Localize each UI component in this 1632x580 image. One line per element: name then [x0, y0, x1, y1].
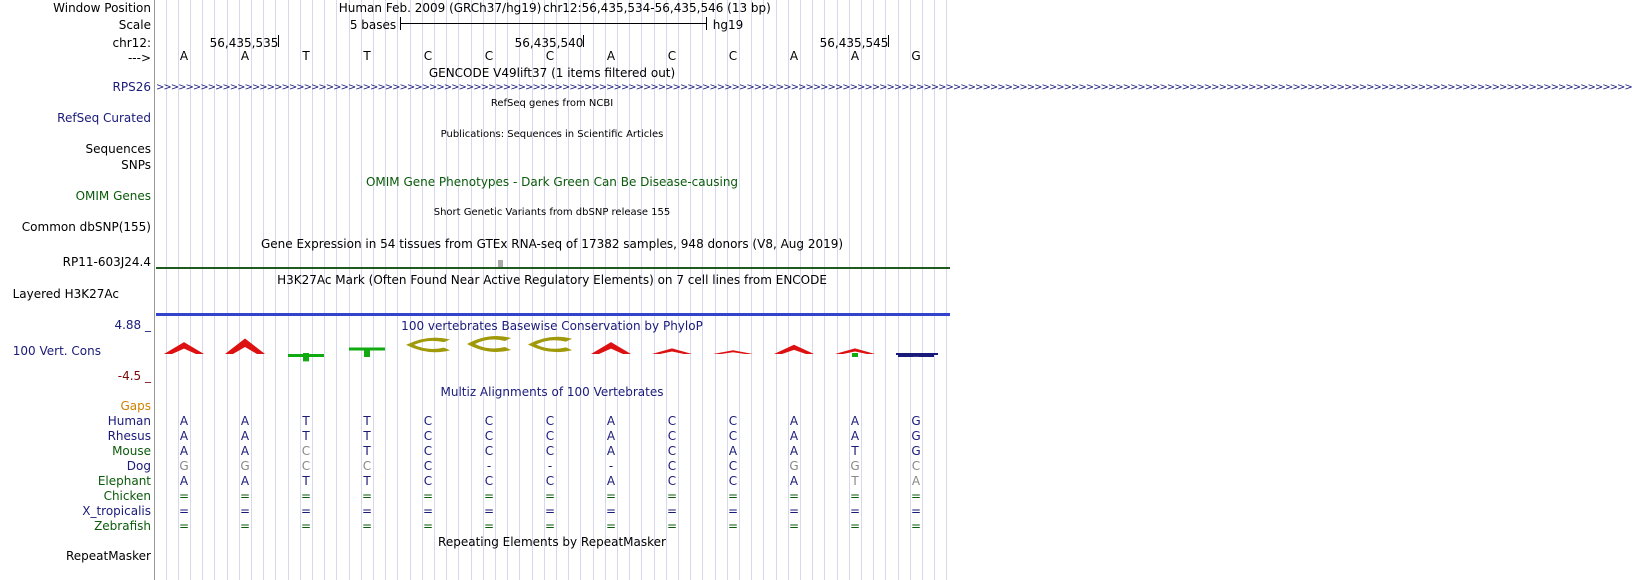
strand-arrow-label: --->: [127, 51, 151, 65]
alignment-base: G: [240, 459, 250, 473]
alignment-base: C: [911, 459, 921, 473]
alignment-base: =: [727, 489, 739, 503]
track-label-gutter: [0, 0, 155, 580]
gtex-expression-line: [156, 267, 950, 269]
alignment-base: =: [422, 489, 434, 503]
alignment-base: C: [484, 429, 494, 443]
alignment-base: =: [300, 519, 312, 533]
alignment-base: =: [300, 489, 312, 503]
window-position-label: Window Position: [53, 1, 151, 15]
species-label[interactable]: Mouse: [112, 444, 151, 458]
alignment-base: T: [363, 414, 371, 428]
alignment-base: =: [239, 504, 251, 518]
alignment-base: A: [179, 414, 189, 428]
alignment-base: =: [849, 504, 861, 518]
scale-bar-db: hg19: [712, 18, 744, 32]
track-data-area[interactable]: [156, 0, 1632, 580]
conservation-logo: [156, 329, 950, 379]
alignment-base: =: [483, 519, 495, 533]
coord-tick-2: [583, 35, 584, 47]
alignment-base: =: [483, 489, 495, 503]
alignment-base: =: [422, 519, 434, 533]
alignment-base: =: [178, 504, 190, 518]
alignment-base: C: [545, 414, 555, 428]
alignment-base: T: [302, 474, 310, 488]
coord-label-3: 56,435,545: [819, 36, 889, 50]
conservation-logo-letter: [164, 342, 204, 354]
h3k27ac-signal-line: [156, 313, 950, 316]
alignment-base: A: [240, 414, 250, 428]
alignment-base: A: [606, 444, 616, 458]
alignment-base: =: [300, 504, 312, 518]
conservation-marker: [303, 353, 309, 357]
alignment-base: C: [362, 459, 372, 473]
conservation-logo-letter: [406, 338, 450, 353]
alignment-base: =: [422, 504, 434, 518]
alignment-base: -: [608, 459, 614, 473]
sequence-base: C: [545, 49, 555, 63]
alignment-base: A: [240, 444, 250, 458]
gutter-separator: [154, 0, 155, 580]
alignment-base: =: [910, 489, 922, 503]
alignment-base: C: [423, 429, 433, 443]
alignment-base: C: [728, 459, 738, 473]
alignment-base: =: [544, 489, 556, 503]
alignment-base: =: [178, 519, 190, 533]
alignment-base: =: [727, 519, 739, 533]
track-label-gaps[interactable]: Gaps: [120, 399, 151, 413]
alignment-base: C: [728, 474, 738, 488]
coord-tick-3: [888, 35, 889, 47]
alignment-base: A: [789, 444, 799, 458]
alignment-base: T: [851, 474, 859, 488]
alignment-base: C: [667, 444, 677, 458]
alignment-base: =: [788, 519, 800, 533]
alignment-base: G: [179, 459, 189, 473]
repeatmasker-track-title[interactable]: Repeating Elements by RepeatMasker: [438, 535, 666, 549]
alignment-base: A: [728, 444, 738, 458]
phylop-track-title[interactable]: 100 vertebrates Basewise Conservation by PhyloP: [401, 319, 703, 333]
alignment-base: =: [666, 489, 678, 503]
alignment-base: G: [911, 444, 921, 458]
alignment-base: =: [910, 519, 922, 533]
alignment-base: T: [851, 444, 859, 458]
alignment-base: T: [363, 429, 371, 443]
phylop-min-value: -4.5 _: [117, 369, 151, 383]
scale-label: Scale: [118, 18, 151, 32]
species-label[interactable]: Human: [107, 414, 151, 428]
species-label[interactable]: Rhesus: [107, 429, 151, 443]
conservation-logo-letter: [774, 345, 814, 354]
alignment-base: =: [483, 504, 495, 518]
alignment-base: C: [423, 459, 433, 473]
alignment-base: A: [240, 474, 250, 488]
coord-tick-1: [278, 35, 279, 47]
alignment-base: T: [302, 429, 310, 443]
coord-label-1: 56,435,535: [209, 36, 279, 50]
alignment-base: C: [545, 444, 555, 458]
alignment-base: A: [179, 444, 189, 458]
alignment-base: =: [361, 504, 373, 518]
species-label[interactable]: X_tropicalis: [82, 504, 151, 518]
track-label-rps26[interactable]: RPS26: [112, 80, 151, 94]
alignment-base: =: [666, 504, 678, 518]
sequence-base: A: [179, 49, 189, 63]
sequence-base: G: [911, 49, 921, 63]
alignment-base: G: [911, 414, 921, 428]
sequence-base: T: [302, 49, 310, 63]
rps26-gene-feature[interactable]: >>>>>>>>>>>>>>>>>>>>>>>>>>>>>>>>>>>>>>>>>>>>>>>>>>>>>>>>>>>>>>>>>>>>>>>>>>>>>>>>>>>>>>>>>>>>>>>>>>>>>>>>>>>>>>>>>>>>>>>>>>>>>>>>>>>>>>>>>>>>>>>>>>>>>>>>>>>>>>>>>>>>>>>>>>>>>>>>>>>>>>>>>>>>>>>>>>>>>>>>: [156, 82, 1632, 93]
multiz-track-title[interactable]: Multiz Alignments of 100 Vertebrates: [440, 385, 664, 399]
alignment-base: =: [605, 504, 617, 518]
alignment-base: T: [363, 444, 371, 458]
dbsnp-track-title[interactable]: Short Genetic Variants from dbSNP release 155: [433, 207, 671, 218]
scale-bar-right-tick: [706, 17, 707, 30]
alignment-base: A: [789, 429, 799, 443]
conservation-logo-letter: [713, 350, 753, 354]
track-label-repeatmasker[interactable]: RepeatMasker: [65, 549, 151, 563]
alignment-base: =: [239, 519, 251, 533]
sequence-base: T: [363, 49, 371, 63]
h3k27ac-track-title[interactable]: H3K27Ac Mark (Often Found Near Active Regulatory Elements) on 7 cell lines from ENCODE: [277, 273, 827, 287]
sequence-base: C: [423, 49, 433, 63]
alignment-base: C: [423, 474, 433, 488]
alignment-base: A: [911, 474, 921, 488]
alignment-base: A: [240, 429, 250, 443]
assembly-title: Human Feb. 2009 (GRCh37/hg19): [338, 1, 542, 15]
alignment-base: =: [849, 519, 861, 533]
conservation-logo-letter: [225, 339, 265, 355]
alignment-base: A: [606, 474, 616, 488]
alignment-base: =: [544, 519, 556, 533]
alignment-base: C: [667, 414, 677, 428]
phylop-max-value: 4.88 _: [114, 318, 151, 332]
alignment-base: C: [484, 474, 494, 488]
gtex-marker: [498, 260, 503, 267]
alignment-base: =: [605, 519, 617, 533]
track-label-sequences[interactable]: Sequences: [85, 142, 151, 156]
coord-label-2: 56,435,540: [514, 36, 584, 50]
alignment-base: C: [667, 459, 677, 473]
species-label[interactable]: Elephant: [97, 474, 151, 488]
sequence-base: A: [606, 49, 616, 63]
alignment-base: C: [667, 429, 677, 443]
alignment-base: A: [606, 429, 616, 443]
alignment-base: =: [666, 519, 678, 533]
sequence-base: C: [728, 49, 738, 63]
conservation-marker: [364, 353, 370, 357]
alignment-base: A: [179, 474, 189, 488]
alignment-base: -: [547, 459, 553, 473]
sequence-base: A: [240, 49, 250, 63]
alignment-base: =: [178, 489, 190, 503]
alignment-base: G: [911, 429, 921, 443]
sequence-base: C: [667, 49, 677, 63]
alignment-base: A: [850, 429, 860, 443]
alignment-base: C: [423, 414, 433, 428]
alignment-base: C: [545, 474, 555, 488]
conservation-logo-letter: [652, 348, 692, 354]
alignment-base: C: [667, 474, 677, 488]
alignment-base: G: [850, 459, 860, 473]
position-title: chr12:56,435,534-56,435,546 (13 bp): [543, 1, 771, 15]
alignment-base: A: [850, 414, 860, 428]
conservation-logo-letter: [467, 336, 511, 352]
omim-track-title[interactable]: OMIM Gene Phenotypes - Dark Green Can Be Disease-causing: [365, 175, 739, 189]
alignment-base: =: [605, 489, 617, 503]
alignment-base: C: [423, 444, 433, 458]
alignment-base: G: [789, 459, 799, 473]
alignment-base: C: [728, 429, 738, 443]
alignment-base: =: [727, 504, 739, 518]
conservation-logo-graphic: [156, 329, 950, 379]
alignment-base: =: [788, 489, 800, 503]
track-label-h3k27ac[interactable]: Layered H3K27Ac: [12, 287, 119, 301]
chrom-label: chr12:: [112, 36, 151, 50]
gencode-track-title[interactable]: GENCODE V49lift37 (1 items filtered out): [428, 66, 676, 80]
conservation-logo-letter: [591, 342, 631, 354]
track-label-gtex[interactable]: RP11-603J24.4: [62, 255, 151, 269]
alignment-base: C: [484, 444, 494, 458]
refseq-track-title[interactable]: RefSeq genes from NCBI: [490, 98, 614, 109]
alignment-base: =: [788, 504, 800, 518]
conservation-marker: [852, 353, 858, 357]
alignment-base: T: [302, 414, 310, 428]
alignment-base: C: [728, 414, 738, 428]
gtex-track-title[interactable]: Gene Expression in 54 tissues from GTEx RNA-seq of 17382 samples, 948 donors (V8, Aug 2019): [260, 237, 844, 251]
alignment-base: T: [363, 474, 371, 488]
species-label[interactable]: Zebrafish: [94, 519, 151, 533]
scale-bar: [401, 23, 706, 24]
alignment-base: A: [789, 414, 799, 428]
alignment-base: A: [179, 429, 189, 443]
alignment-base: C: [484, 414, 494, 428]
alignment-base: =: [910, 504, 922, 518]
track-label-omim[interactable]: OMIM Genes: [75, 189, 151, 203]
track-label-refseq[interactable]: RefSeq Curated: [57, 111, 151, 125]
sequence-base: A: [850, 49, 860, 63]
alignment-base: =: [544, 504, 556, 518]
alignment-base: C: [301, 444, 311, 458]
species-label[interactable]: Chicken: [103, 489, 151, 503]
track-label-snps[interactable]: SNPs: [121, 158, 151, 172]
alignment-base: A: [606, 414, 616, 428]
sequence-base: A: [789, 49, 799, 63]
alignment-base: =: [361, 489, 373, 503]
publications-track-title[interactable]: Publications: Sequences in Scientific Articles: [440, 129, 664, 140]
species-label[interactable]: Dog: [126, 459, 151, 473]
sequence-base: C: [484, 49, 494, 63]
alignment-base: A: [789, 474, 799, 488]
alignment-base: -: [486, 459, 492, 473]
track-label-dbsnp[interactable]: Common dbSNP(155): [21, 220, 151, 234]
alignment-base: =: [849, 489, 861, 503]
conservation-logo-letter: [528, 337, 572, 352]
scale-bar-label: 5 bases: [349, 18, 397, 32]
track-label-phylop[interactable]: 100 Vert. Cons: [12, 344, 101, 358]
alignment-base: C: [301, 459, 311, 473]
alignment-base: =: [239, 489, 251, 503]
alignment-base: =: [361, 519, 373, 533]
alignment-base: C: [545, 429, 555, 443]
